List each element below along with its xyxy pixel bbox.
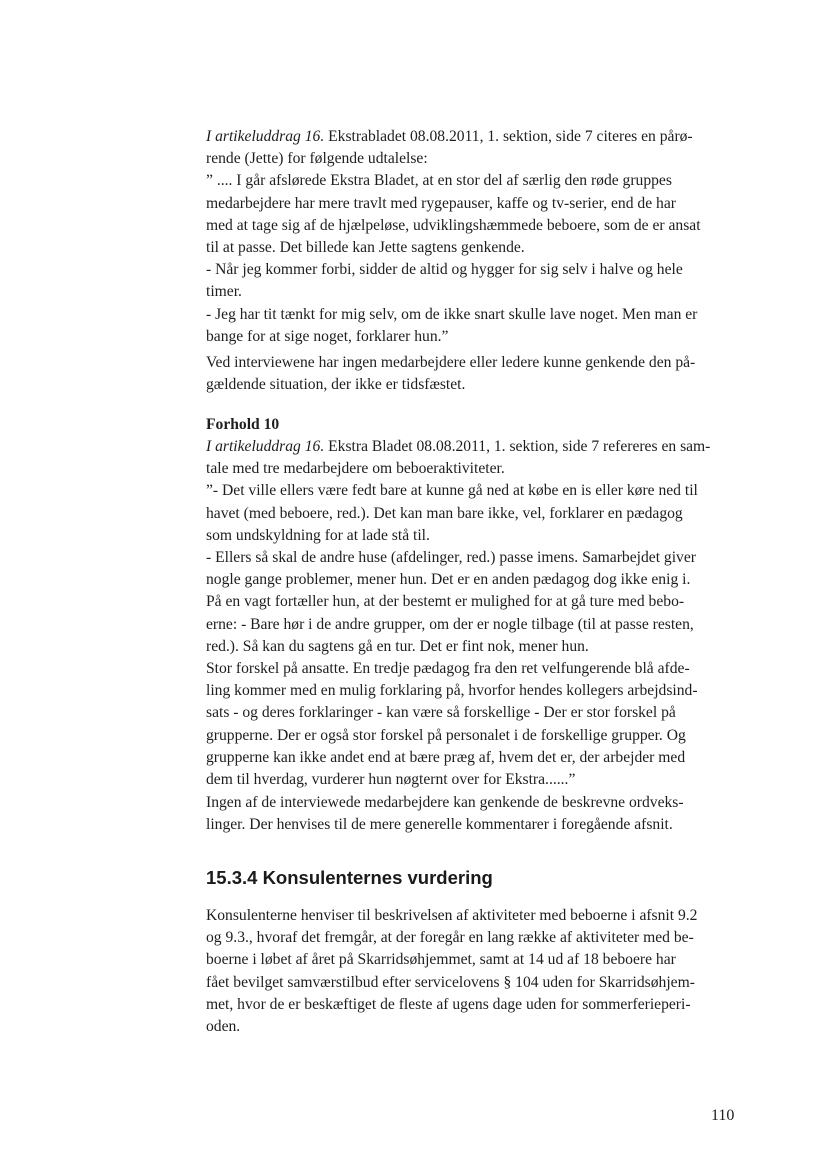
text-line: Ingen af de interviewede medarbejdere kan genkende de beskrevne ordveks-	[206, 794, 684, 811]
text-line: grupperne kan ikke andet end at bære præg af, hvem det er, der arbejder med	[206, 748, 686, 766]
text-line	[206, 126, 746, 148]
consultant-assessment-paragraph	[206, 905, 746, 1038]
text-line: nogle gange problemer, mener hun. Det er en anden pædagog dog ikke enig i.	[206, 571, 691, 589]
quote-paragraph-1	[206, 126, 746, 348]
text-line: - Ellers så skal de andre huse (afdelinger, red.) passe imens. Samarbejdet giver	[206, 549, 696, 567]
page-number: 110	[711, 1107, 735, 1124]
text-line: sats - og deres forklaringer - kan være så forskellige - Der er stor forskel på	[206, 704, 676, 722]
forhold-heading: Forhold 10	[206, 416, 280, 433]
text-line: ”- Det ville ellers være fedt bare at kunne gå ned at købe en is eller køre ned til	[206, 482, 698, 500]
text-line	[206, 436, 746, 458]
text-line: red.). Så kan du sagtens gå en tur. Det er fint nok, mener hun.	[206, 637, 589, 655]
text-line: medarbejdere har mere travlt med rygepauser, kaffe og tv-serier, end de har	[206, 194, 676, 212]
text-span: Ekstra Bladet 08.08.2011, 1. sektion, side 7 refereres en sam-	[324, 438, 711, 455]
text-line: - Når jeg kommer forbi, sidder de altid og hygger for sig selv i halve og hele	[206, 261, 683, 279]
text-line: med at tage sig af de hjælpeløse, udviklingshæmmede beboere, som de er ansat	[206, 216, 701, 234]
text-line: erne: - Bare hør i de andre grupper, om der er nogle tilbage (til at passe resten,	[206, 615, 694, 633]
quote-paragraph-2	[206, 436, 746, 791]
text-line: oden.	[206, 1018, 241, 1036]
text-line: havet (med beboere, red.). Det kan man bare ikke, vel, forklarer en pædagog	[206, 504, 683, 522]
section-heading: 15.3.4 Konsulenternes vurdering	[206, 867, 493, 888]
text-line: tale med tre medarbejdere om beboeraktiviteter.	[206, 460, 505, 478]
text-span: Ekstrabladet 08.08.2011, 1. sektion, side 7 citeres en pårø-	[324, 128, 693, 145]
text-line: ling kommer med en mulig forklaring på, hvorfor hendes kollegers arbejdsind-	[206, 682, 698, 700]
text-line: Konsulenterne henviser til beskrivelsen af aktiviteter med beboerne i afsnit 9.2	[206, 907, 698, 924]
interview-note-paragraph-2	[206, 792, 746, 836]
text-line: Stor forskel på ansatte. En tredje pædagog fra den ret velfungerende blå afde-	[206, 660, 690, 678]
text-line: Ved interviewene har ingen medarbejdere eller ledere kunne genkende den på-	[206, 354, 696, 371]
interview-note-paragraph	[206, 352, 746, 396]
text-line: gældende situation, der ikke er tidsfæstet.	[206, 376, 466, 394]
article-reference: I artikeluddrag 16.	[206, 438, 325, 455]
text-line: fået bevilget samværstilbud efter servicelovens § 104 uden for Skarridsøhjem-	[206, 973, 695, 991]
text-line: grupperne. Der er også stor forskel på personalet i de forskellige grupper. Og	[206, 726, 686, 744]
text-line: boerne i løbet af året på Skarridsøhjemmet, samt at 14 ud af 18 beboere har	[206, 951, 676, 969]
text-line: som undskyldning for at lade stå til.	[206, 526, 430, 544]
text-line: dem til hverdag, vurderer hun nøgternt over for Ekstra......”	[206, 771, 576, 789]
text-line: til at passe. Det billede kan Jette sagtens genkende.	[206, 239, 525, 257]
text-line: met, hvor de er beskæftiget de fleste af ugens dage uden for sommerferieperi-	[206, 995, 691, 1013]
text-line: rende (Jette) for følgende udtalelse:	[206, 150, 428, 168]
text-line: bange for at sige noget, forklarer hun.”	[206, 327, 449, 345]
text-line: På en vagt fortæller hun, at der bestemt er mulighed for at gå ture med bebo-	[206, 593, 685, 611]
article-reference: I artikeluddrag 16.	[206, 128, 325, 145]
text-line: - Jeg har tit tænkt for mig selv, om de ikke snart skulle lave noget. Men man er	[206, 305, 698, 323]
text-line: timer.	[206, 283, 242, 301]
text-line: ” .... I går afslørede Ekstra Bladet, at en stor del af særlig den røde gruppes	[206, 172, 672, 190]
text-line: og 9.3., hvoraf det fremgår, at der foregår en lang række af aktiviteter med be-	[206, 929, 694, 947]
text-line: linger. Der henvises til de mere generelle kommentarer i foregående afsnit.	[206, 816, 673, 834]
